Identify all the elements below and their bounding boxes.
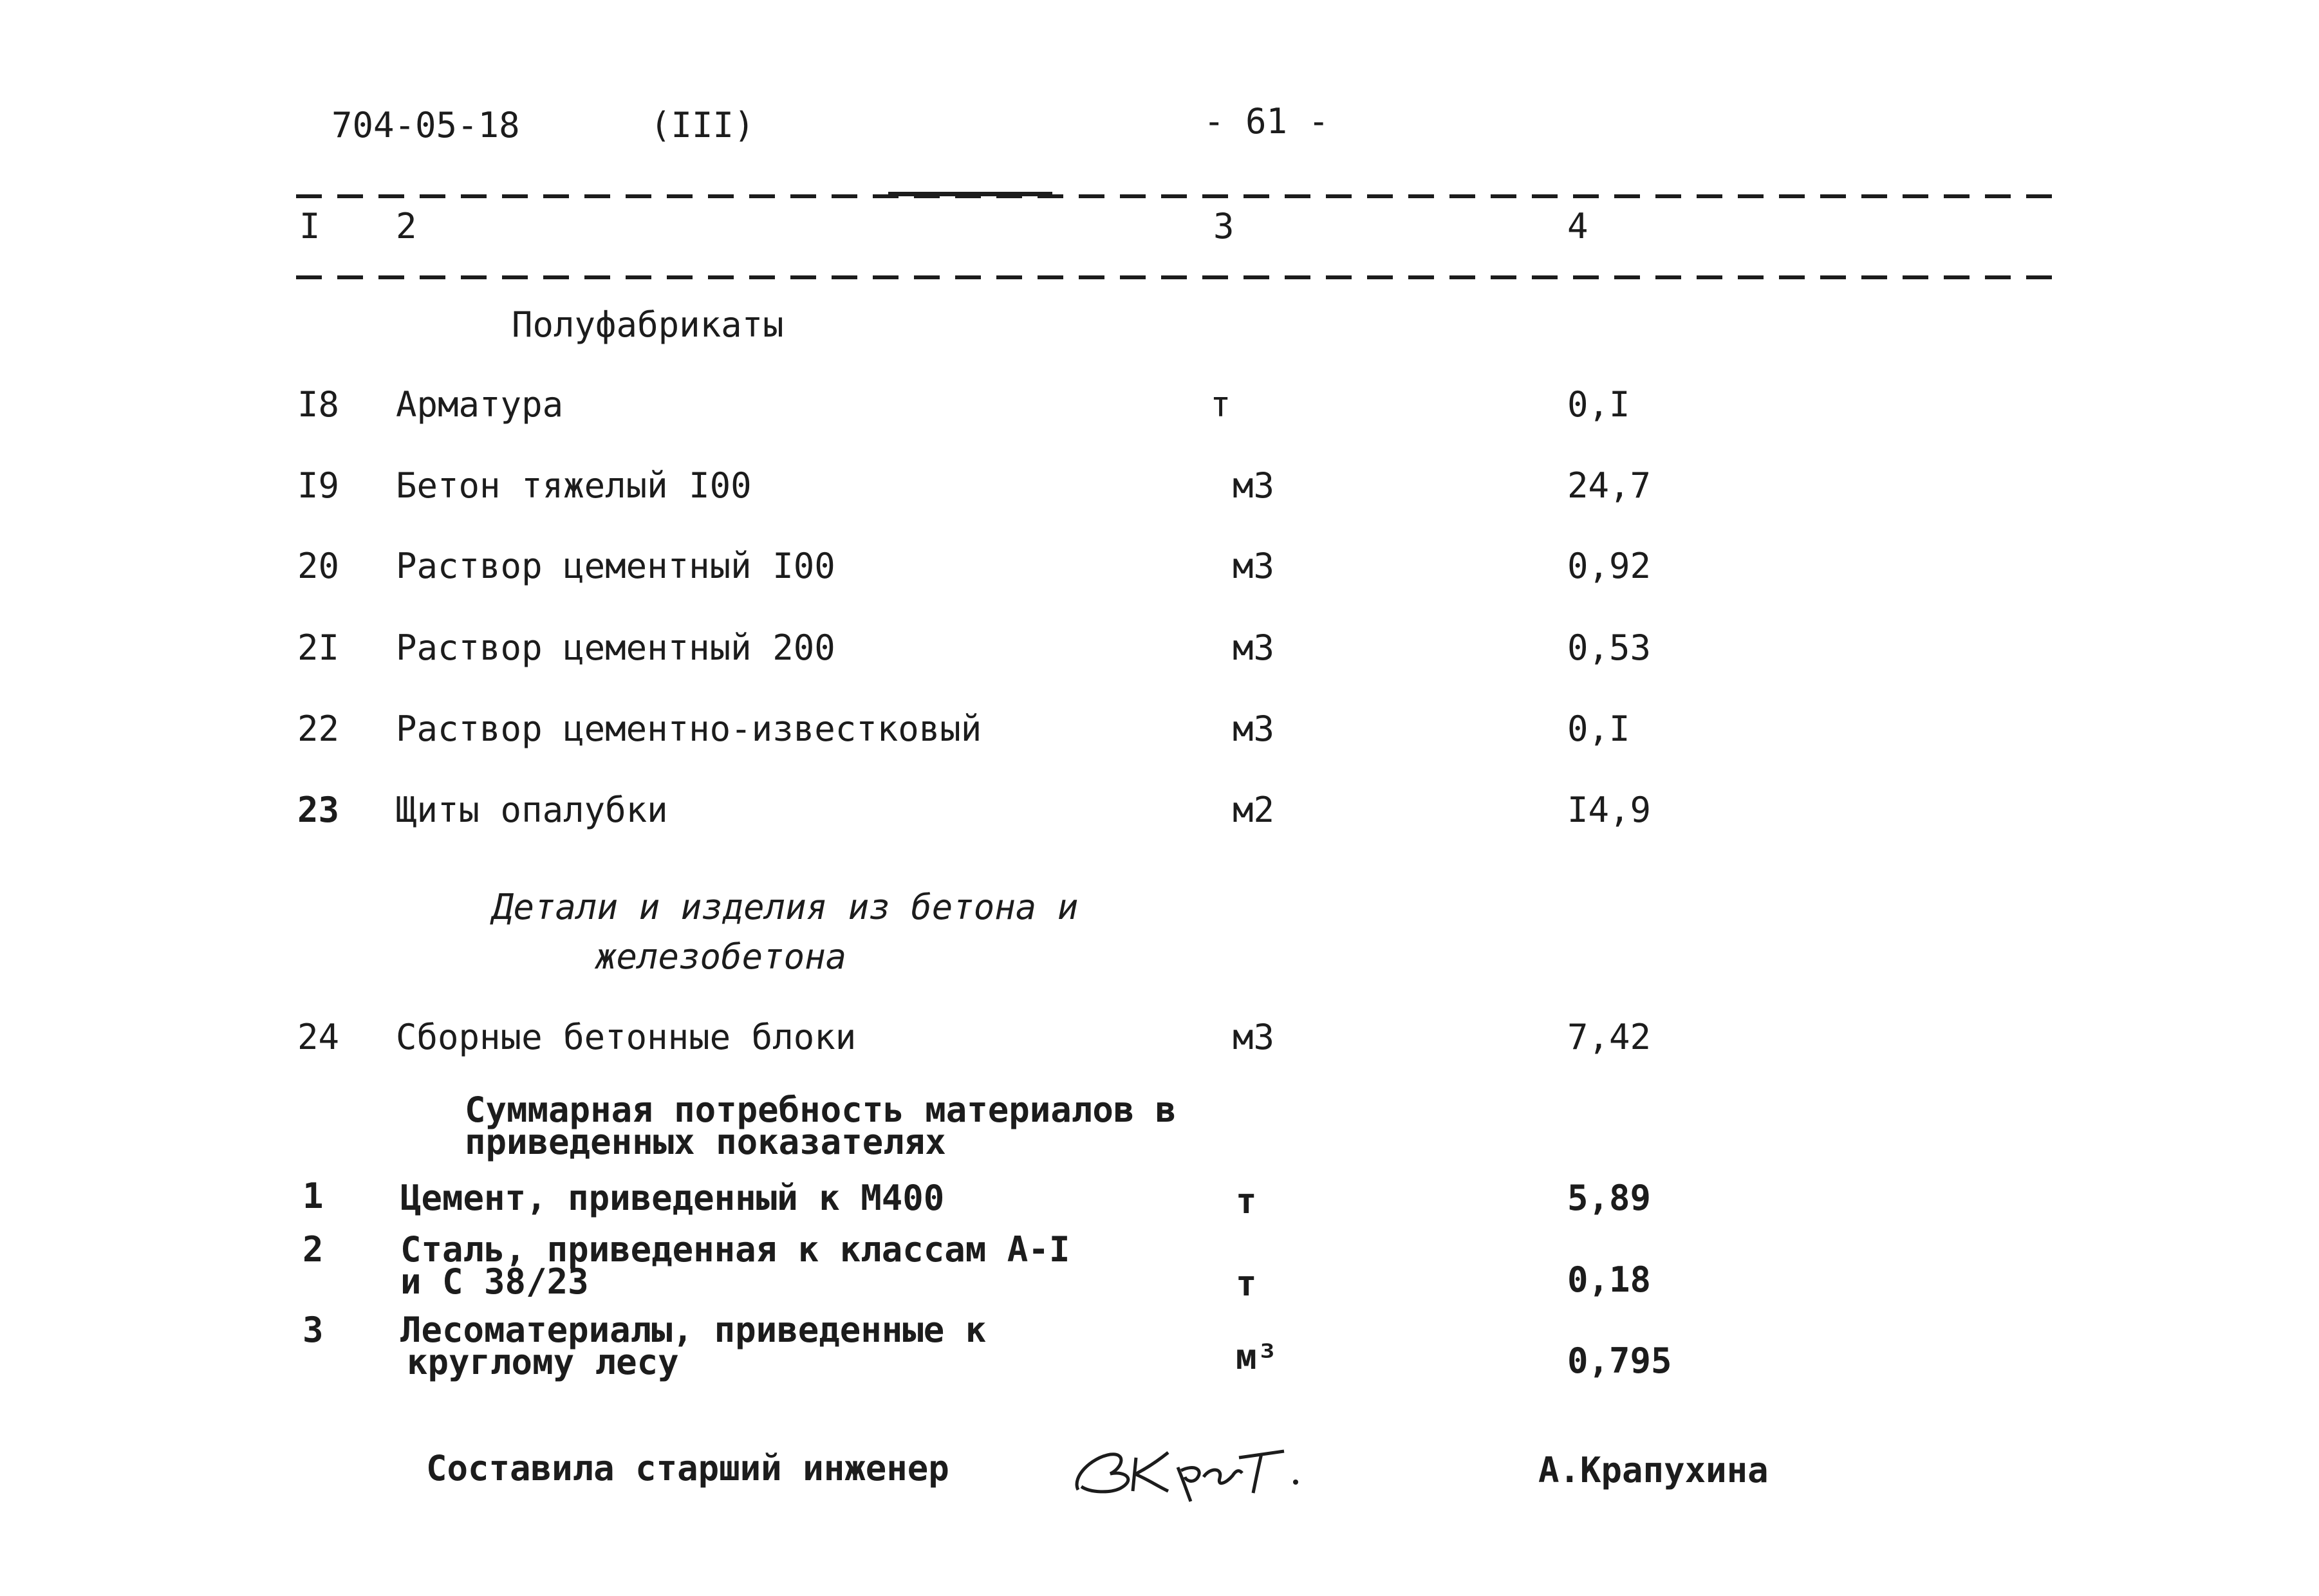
handwritten-signature-icon — [1065, 1432, 1310, 1503]
material-name-continued: круглому лесу — [407, 1342, 679, 1382]
row-number: 3 — [303, 1310, 324, 1350]
unit: м³ — [1236, 1337, 1278, 1377]
section-title: Суммарная потребность материалов в — [465, 1090, 1177, 1130]
row-number: I8 — [297, 384, 340, 425]
material-name: Арматура — [396, 384, 564, 425]
column-header-3: 3 — [1213, 206, 1234, 246]
material-name: Лесоматериалы, приведенные к — [400, 1310, 987, 1350]
section-title: Детали и изделия из бетона и — [492, 887, 1079, 927]
unit: м3 — [1233, 546, 1275, 586]
unit: м3 — [1233, 709, 1275, 749]
quantity: 0,I — [1567, 384, 1630, 425]
quantity: 7,42 — [1567, 1017, 1652, 1057]
header-bottom-rule — [296, 275, 2063, 279]
unit: т — [1236, 1263, 1257, 1304]
unit: м3 — [1233, 1017, 1275, 1057]
row-number: 20 — [297, 546, 340, 586]
compiled-by-label: Составила старший инженер — [426, 1448, 949, 1489]
section-title: Полуфабрикаты — [512, 304, 784, 345]
row-number: 22 — [297, 709, 340, 749]
row-number: I9 — [297, 465, 340, 506]
quantity: 0,18 — [1567, 1259, 1652, 1300]
row-number: 2 — [303, 1229, 324, 1270]
quantity: 0,I — [1567, 709, 1630, 749]
unit: т — [1210, 384, 1231, 425]
page-number: - 61 - — [1204, 101, 1330, 142]
material-name: Раствор цементно-известковый — [396, 709, 982, 749]
quantity: 0,53 — [1567, 627, 1652, 668]
unit: м2 — [1233, 790, 1275, 830]
row-number: 23 — [297, 790, 340, 830]
column-header-1: I — [299, 206, 321, 246]
section-title-continued: приведенных показателях — [465, 1122, 946, 1162]
material-name: Сталь, приведенная к классам А-I — [400, 1229, 1070, 1270]
unit: м3 — [1233, 465, 1275, 506]
quantity: I4,9 — [1567, 790, 1652, 830]
material-name: Бетон тяжелый I00 — [396, 465, 752, 506]
quantity: 0,795 — [1567, 1341, 1672, 1381]
quantity: 5,89 — [1567, 1178, 1652, 1218]
unit: м3 — [1233, 627, 1275, 668]
material-name: Щиты опалубки — [396, 790, 668, 830]
row-number: 1 — [303, 1176, 324, 1216]
material-name: Сборные бетонные блоки — [396, 1017, 857, 1057]
material-name: Цемент, приведенный к М400 — [400, 1178, 945, 1218]
column-header-2: 2 — [396, 206, 417, 246]
header-top-rule — [296, 194, 2063, 198]
signature-name: А.Крапухина — [1538, 1450, 1769, 1490]
row-number: 24 — [297, 1017, 340, 1057]
header-top-rule-solid — [888, 192, 1052, 196]
document-code: 704-05-18 — [331, 105, 520, 145]
row-number: 2I — [297, 627, 340, 668]
quantity: 0,92 — [1567, 546, 1652, 586]
unit: т — [1236, 1181, 1257, 1221]
section-title-continued: железобетона — [595, 936, 847, 977]
material-name-continued: и С 38/23 — [400, 1261, 589, 1302]
material-name: Раствор цементный I00 — [396, 546, 835, 586]
column-header-4: 4 — [1567, 206, 1588, 246]
material-name: Раствор цементный 200 — [396, 627, 835, 668]
volume-label: (III) — [650, 105, 755, 145]
quantity: 24,7 — [1567, 465, 1652, 506]
